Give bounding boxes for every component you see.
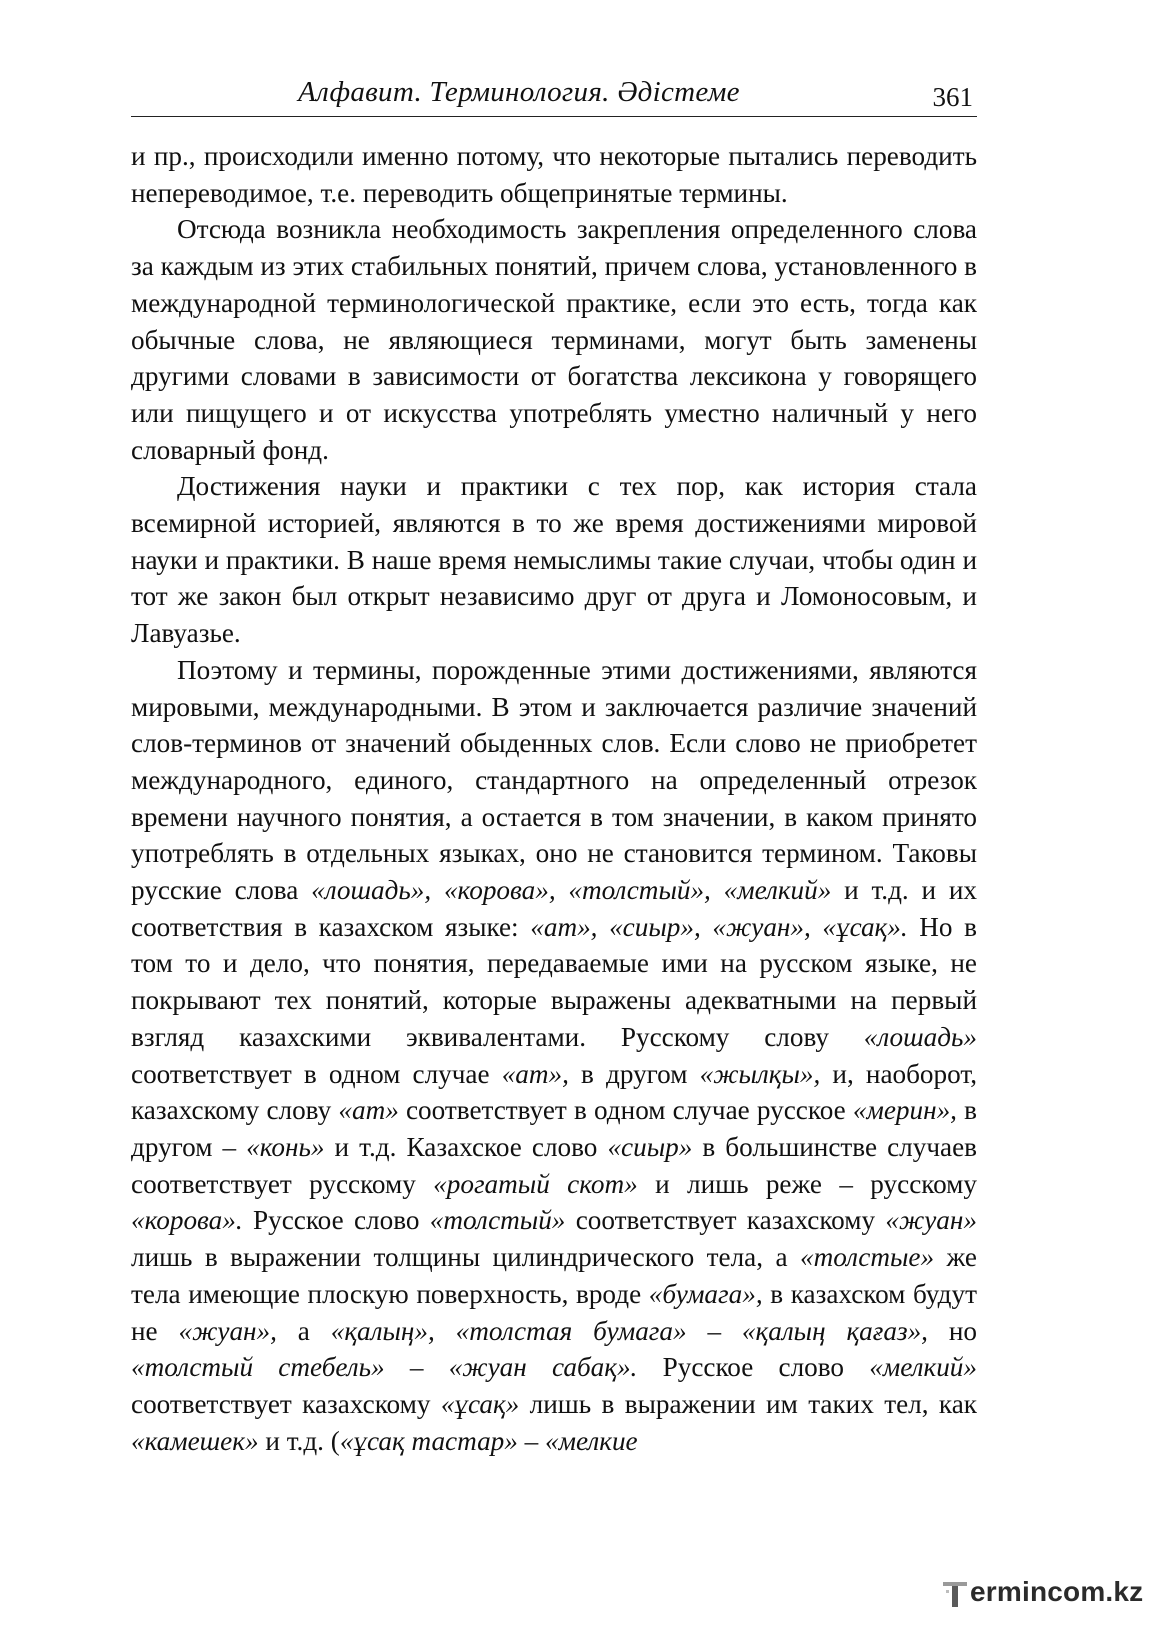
- text-run: в казахском будут не: [131, 1278, 977, 1346]
- italic-term: «жылқы»,: [699, 1058, 821, 1089]
- italic-term: «толстый стебель» – «жуан сабақ».: [131, 1352, 638, 1383]
- text-run: Поэтому и термины, порожденные этими достижениями, являются мировыми, международными. В этом и заключается различие значений слов-терминов от значений обыденных слов. Если слово не приобретет международного, единого, стандартного на определенный отрезок времени научного понятия, а остается в том значении, в каком принято употреблять в отдельных языках, оно не становится термином. Таковы русские слова: [131, 654, 977, 906]
- italic-term: «жуан»: [885, 1205, 977, 1236]
- paragraph: [131, 211, 977, 468]
- text-run: лишь в выражении толщины цилиндрического тела, а: [131, 1242, 800, 1273]
- text-run: Русское слово: [637, 1352, 870, 1383]
- italic-term: «ат»: [338, 1095, 399, 1126]
- body-text: [131, 138, 977, 1459]
- italic-term: «ат»,: [501, 1058, 569, 1089]
- text-run: соответствует в одном случае русское: [398, 1095, 853, 1126]
- italic-term: «мерин»,: [852, 1095, 957, 1126]
- italic-term: «лошадь»: [863, 1021, 977, 1052]
- t-letter-logo-icon: [942, 1580, 968, 1608]
- text-run: и т.д. Казахское слово: [324, 1131, 608, 1162]
- italic-term: «ұсақ»: [440, 1388, 520, 1419]
- text-run: соответствует казахскому: [131, 1388, 441, 1419]
- italic-term: «мелкий»: [869, 1352, 977, 1383]
- text-run: и, наоборот, казахскому слову: [131, 1058, 977, 1126]
- running-title: Алфавит. Терминология. Әдістеме: [298, 76, 740, 108]
- italic-term: «сиыр»: [607, 1131, 693, 1162]
- text-run: и лишь реже – русскому: [637, 1168, 977, 1199]
- text-run: и т.д. (: [258, 1425, 340, 1456]
- text-run: Но в том то и дело, что понятия, передаваемые ими на русском языке, не покрывают тех понятий, которые выражены адекватными на первый взгляд казахскими эквивалентами. Русскому слову: [131, 911, 977, 1052]
- text-run: Достижения науки и практики с тех пор, как история стала всемирной историей, являются в то же время достижениями мировой науки и практики. В наше время немыслимы такие случаи, чтобы один и тот же закон был открыт независимо друг от друга и Ломоносовым, и Лавуазье.: [131, 471, 977, 649]
- text-run: Отсюда возникла необходимость закрепления определенного слова за каждым из этих стабильных понятий, причем слова, установленного в международной терминологической практике, если это есть, тогда как обычные слова, не являющиеся терминами, могут быть заменены другими словами в зависимости от богатства лексикона у говорящего или пищущего и от искусства употреблять уместно наличный у него словарный фонд.: [131, 214, 977, 465]
- page-number: 361: [932, 82, 973, 112]
- italic-term: «рогатый скот»: [433, 1168, 638, 1199]
- italic-term: «корова».: [131, 1205, 243, 1236]
- italic-term: «жуан»,: [178, 1315, 277, 1346]
- watermark-text: ermincom.kz: [970, 1576, 1144, 1607]
- italic-term: «ұсақ тастар» – «мелкие: [339, 1425, 638, 1456]
- italic-term: «лошадь», «корова», «толстый», «мелкий»: [311, 875, 832, 906]
- text-run: лишь в выражении им таких тел, как: [519, 1388, 977, 1419]
- watermark-logo: [942, 1576, 1148, 1616]
- text-run: и т.д. и их соответствия в казахском языке:: [131, 875, 978, 942]
- text-run: а: [276, 1315, 331, 1346]
- italic-term: «ат», «сиыр», «жуан», «ұсақ».: [530, 911, 908, 942]
- italic-term: «қалың», «толстая бумага» – «қалың қағаз»,: [330, 1315, 928, 1346]
- paragraph: [131, 652, 977, 1459]
- text-run: в большинстве случаев соответствует русскому: [131, 1131, 977, 1199]
- running-header: [131, 70, 977, 117]
- italic-term: «конь»: [246, 1131, 325, 1162]
- italic-term: «толстый»: [429, 1205, 566, 1236]
- text-run: и пр., происходили именно потому, что некоторые пытались переводить непереводимое, т.е. переводить общепринятые термины.: [131, 141, 977, 208]
- text-run: соответствует казахскому: [565, 1205, 886, 1236]
- text-run: в другом –: [131, 1095, 978, 1162]
- text-run: в другом: [568, 1058, 700, 1089]
- paragraph: [131, 138, 977, 211]
- italic-term: «бумага»,: [648, 1278, 763, 1309]
- paragraph: [131, 468, 977, 652]
- text-run: соответствует в одном случае: [131, 1058, 502, 1089]
- text-run: но: [927, 1315, 977, 1346]
- italic-term: «толстые»: [799, 1242, 935, 1273]
- italic-term: «камешек»: [131, 1425, 259, 1456]
- text-run: же тела имеющие плоскую поверхность, вроде: [131, 1242, 977, 1309]
- text-run: Русское слово: [242, 1205, 430, 1236]
